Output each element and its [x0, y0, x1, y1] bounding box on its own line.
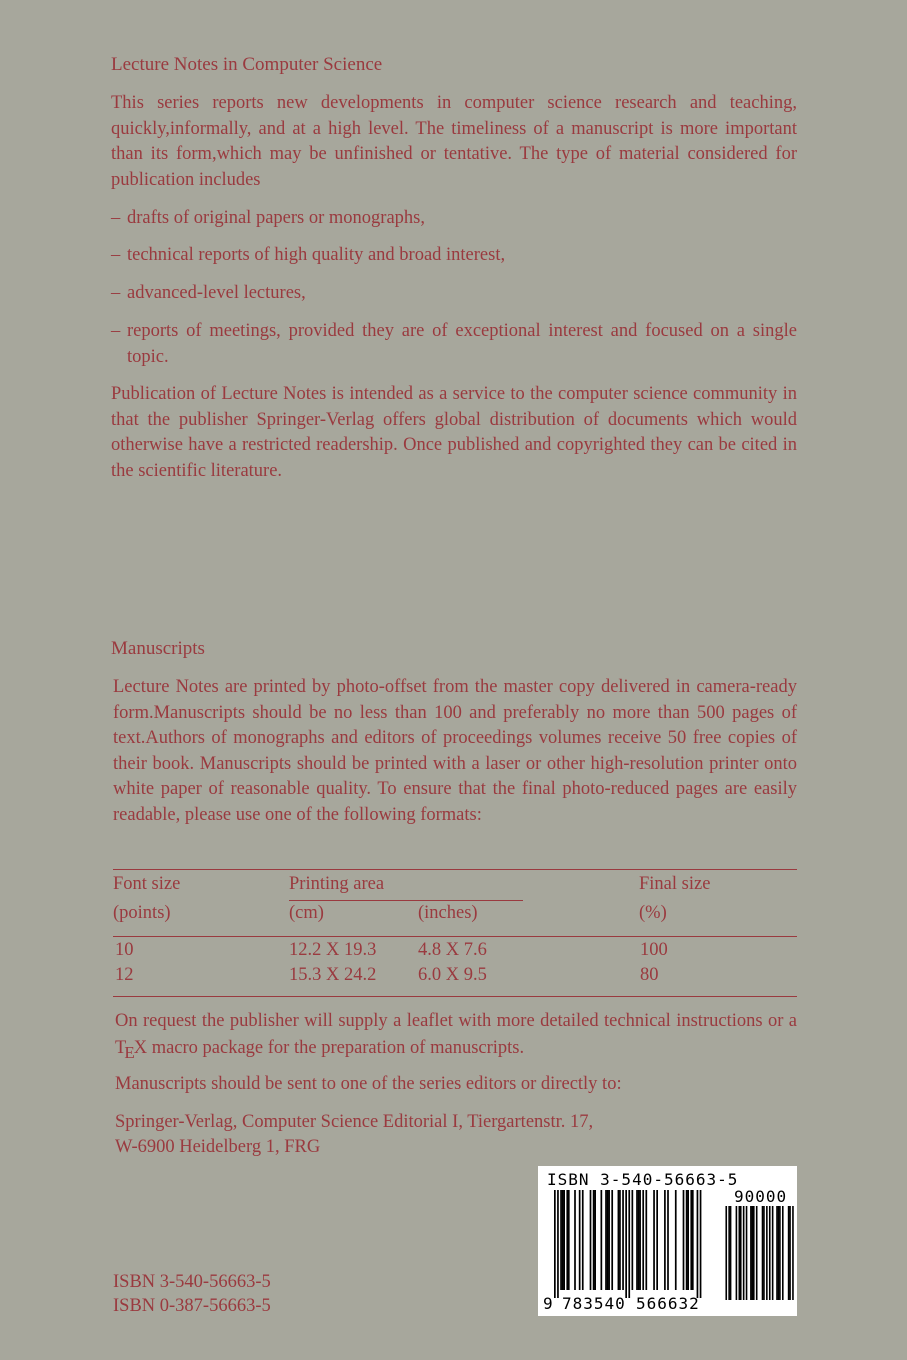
- barcode-bar: [628, 1190, 630, 1298]
- barcode-bar: [645, 1190, 647, 1290]
- barcode-bar: [636, 1190, 638, 1290]
- barcode-bar: [574, 1190, 576, 1290]
- list-dash: –: [111, 208, 121, 228]
- cell-cm: 15.3 X 24.2: [289, 965, 377, 985]
- addon-bar: [750, 1206, 752, 1300]
- barcode-bar: [590, 1190, 592, 1290]
- addon-bar: [736, 1206, 738, 1300]
- barcode-bar: [639, 1190, 641, 1290]
- barcode-bar: [593, 1190, 595, 1290]
- barcode-bar: [619, 1190, 621, 1290]
- addon-bar: [740, 1206, 742, 1300]
- barcode-bar: [579, 1190, 581, 1290]
- barcode-bar: [566, 1190, 568, 1290]
- list-item: [111, 206, 797, 232]
- barcode-bar: [622, 1190, 624, 1290]
- addon-bar: [776, 1206, 778, 1300]
- barcode-bar: [594, 1190, 596, 1290]
- printing-area-rule: [289, 900, 523, 901]
- barcode-bar: [686, 1190, 688, 1290]
- addon-bar: [769, 1206, 771, 1300]
- barcode: [538, 1166, 797, 1316]
- barcode-bar: [656, 1190, 658, 1290]
- tex-logo: TEX: [115, 1037, 148, 1062]
- addon-bar: [789, 1206, 791, 1300]
- header-cm: (cm): [289, 903, 324, 923]
- cell-inches: 6.0 X 9.5: [418, 965, 487, 985]
- cell-final: 80: [640, 965, 659, 985]
- addon-bar: [772, 1206, 774, 1300]
- header-printing-area: Printing area: [289, 874, 385, 894]
- isbn-line-1: ISBN 3-540-56663-5: [113, 1272, 271, 1292]
- addon-bar: [782, 1206, 784, 1300]
- address-line-1: Springer-Verlag, Computer Science Editorial I, Tiergartenstr. 17,: [115, 1112, 594, 1132]
- barcode-bar: [611, 1190, 613, 1290]
- addon-bar: [766, 1206, 768, 1300]
- barcode-bar: [632, 1190, 634, 1290]
- address-line-2: W-6900 Heidelberg 1, FRG: [115, 1137, 321, 1157]
- barcode-bar: [653, 1190, 655, 1290]
- addon-bar: [763, 1206, 765, 1300]
- barcode-bar: [687, 1190, 689, 1290]
- publication-paragraph: Publication of Lecture Notes is intended as a service to the computer science community in that the publisher Springer-Verlag offers global distribution of documents which would otherwise have a restricted readership. Once published and copyrighted they can be cited in the scientific literature.: [111, 384, 797, 481]
- barcode-bar: [607, 1190, 609, 1290]
- addon-bar: [762, 1206, 764, 1300]
- request-text-end: macro package for the preparation of manuscripts.: [147, 1037, 525, 1058]
- request-text-start: On request the publisher will supply a leaflet with more detailed technical instructions or a: [115, 1011, 797, 1031]
- barcode-bar: [568, 1190, 570, 1290]
- barcode-bar: [563, 1190, 565, 1290]
- list-item-text: advanced-level lectures,: [127, 283, 306, 303]
- list-dash: –: [111, 283, 121, 303]
- barcode-left-digits: 783540: [562, 1294, 626, 1313]
- list-item-text: technical reports of high quality and broad interest,: [127, 245, 506, 265]
- barcode-bar: [605, 1190, 607, 1290]
- header-final-size: Final size: [639, 874, 711, 894]
- list-item: [111, 281, 797, 307]
- barcode-isbn-text: ISBN 3-540-56663-5: [547, 1170, 739, 1189]
- barcode-bar: [638, 1190, 640, 1290]
- manuscripts-paragraph: Lecture Notes are printed by photo-offset from the master copy delivered in camera-ready form.Manuscripts should be no less than 100 and preferably no more than 500 pages of text.Authors of monographs and editors of proceedings volumes receive 50 free copies of their book. Manuscripts should be printed with a laser or other high-resolution printer onto white paper of reasonable quality. To ensure that the final photo-reduced pages are easily readable, please use one of the following formats:: [113, 677, 797, 825]
- barcode-bar: [601, 1190, 603, 1290]
- barcode-bar: [675, 1190, 677, 1290]
- isbn-line-2: ISBN 0-387-56663-5: [113, 1296, 271, 1316]
- barcode-bar: [664, 1190, 666, 1290]
- barcode-bar: [618, 1190, 620, 1290]
- header-points: (points): [113, 903, 171, 923]
- addon-bar: [792, 1206, 794, 1300]
- barcode-addon-digits: 90000: [734, 1187, 788, 1206]
- addon-bar: [728, 1206, 730, 1300]
- barcode-bar: [554, 1190, 556, 1298]
- barcode-bar: [690, 1190, 692, 1290]
- barcode-bar: [700, 1190, 702, 1298]
- cell-font: 10: [115, 940, 134, 960]
- addon-bar: [746, 1206, 748, 1300]
- cell-final: 100: [640, 940, 668, 960]
- addon-bar: [739, 1206, 741, 1300]
- series-intro-paragraph: This series reports new developments in computer science research and teaching, quickly,informally, and at a high level. The timeliness of a manuscript is more important than its form,which may be unfinished or tentative. The type of material considered for publication includes: [111, 93, 797, 190]
- list-item: [111, 319, 797, 370]
- request-paragraph: [115, 1009, 797, 1061]
- list-item: [111, 243, 797, 269]
- cell-cm: 12.2 X 19.3: [289, 940, 377, 960]
- addon-bar: [752, 1206, 754, 1300]
- barcode-first-digit: 9: [543, 1294, 554, 1313]
- barcode-bar: [692, 1190, 694, 1290]
- send-to-line: Manuscripts should be sent to one of the series editors or directly to:: [115, 1074, 622, 1094]
- addon-bar: [778, 1206, 780, 1300]
- header-inches: (inches): [418, 903, 478, 923]
- barcode-right-digits: 566632: [636, 1294, 700, 1313]
- cell-inches: 4.8 X 7.6: [418, 940, 487, 960]
- barcode-bar: [625, 1190, 627, 1298]
- barcode-bar: [642, 1190, 644, 1290]
- header-font-size: Font size: [113, 874, 181, 894]
- addon-bar: [725, 1206, 727, 1300]
- barcode-bar: [582, 1190, 584, 1290]
- barcode-bar: [562, 1190, 564, 1290]
- table-bottom-rule: [113, 996, 797, 997]
- addon-bar: [788, 1206, 790, 1300]
- list-dash: –: [111, 245, 121, 265]
- table-top-rule: [113, 869, 797, 870]
- barcode-bar: [608, 1190, 610, 1290]
- table-header-rule: [113, 936, 797, 937]
- addon-bar: [779, 1206, 781, 1300]
- list-item-text: drafts of original papers or monographs,: [127, 208, 425, 228]
- barcode-bar: [697, 1190, 699, 1298]
- barcode-bar: [667, 1190, 669, 1290]
- series-title: Lecture Notes in Computer Science: [111, 54, 383, 75]
- list-item-text: reports of meetings, provided they are of exceptional interest and focused on a single topic.: [127, 321, 797, 367]
- barcode-bar: [560, 1190, 562, 1290]
- barcode-bar: [557, 1190, 559, 1298]
- addon-bar: [730, 1206, 732, 1300]
- header-percent: (%): [639, 903, 667, 923]
- manuscripts-title: Manuscripts: [111, 638, 205, 659]
- addon-bar: [756, 1206, 758, 1300]
- addon-bar: [743, 1206, 745, 1300]
- barcode-bar: [683, 1190, 685, 1290]
- addon-bar: [753, 1206, 755, 1300]
- list-dash: –: [111, 321, 121, 341]
- cell-font: 12: [115, 965, 134, 985]
